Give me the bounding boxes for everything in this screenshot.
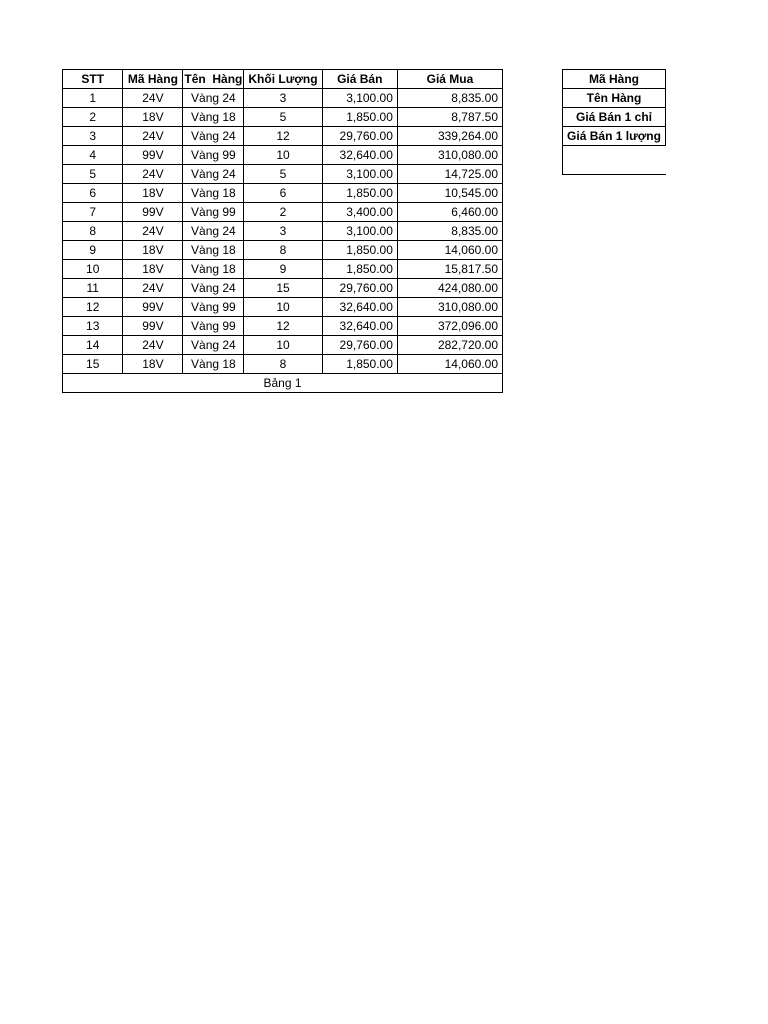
- cell-ma-hang: 18V: [123, 355, 183, 374]
- cell-stt: 1: [63, 89, 123, 108]
- table-row: [63, 146, 503, 165]
- cell-ten-hang: Vàng 24: [183, 89, 244, 108]
- cell-stt: 2: [63, 108, 123, 127]
- lookup-row: [563, 108, 666, 127]
- cell-ma-hang: 24V: [123, 222, 183, 241]
- cell-ma-hang: 18V: [123, 184, 183, 203]
- cell-gia-mua: 372,096.00: [397, 317, 502, 336]
- cell-khoi-luong: 10: [244, 336, 322, 355]
- lookup-empty-cell: [563, 146, 666, 175]
- cell-khoi-luong: 2: [244, 203, 322, 222]
- lookup-label-gia-ban-luong: Giá Bán 1 lượng: [563, 127, 666, 146]
- table-row: [63, 89, 503, 108]
- cell-stt: 8: [63, 222, 123, 241]
- cell-ten-hang: Vàng 24: [183, 279, 244, 298]
- cell-ma-hang: 99V: [123, 298, 183, 317]
- table-caption: Bảng 1: [63, 374, 503, 393]
- cell-gia-mua: 10,545.00: [397, 184, 502, 203]
- table-row: [63, 260, 503, 279]
- cell-gia-ban: 3,100.00: [322, 89, 397, 108]
- cell-gia-mua: 14,060.00: [397, 241, 502, 260]
- cell-ma-hang: 24V: [123, 336, 183, 355]
- col-header-khoi-luong: Khối Lượng: [244, 70, 322, 89]
- cell-khoi-luong: 3: [244, 89, 322, 108]
- cell-stt: 9: [63, 241, 123, 260]
- table-row: [63, 279, 503, 298]
- cell-ma-hang: 18V: [123, 241, 183, 260]
- cell-ma-hang: 24V: [123, 165, 183, 184]
- cell-khoi-luong: 12: [244, 317, 322, 336]
- lookup-label-ma-hang: Mã Hàng: [563, 70, 666, 89]
- cell-gia-mua: 6,460.00: [397, 203, 502, 222]
- table-row: [63, 336, 503, 355]
- cell-ten-hang: Vàng 99: [183, 298, 244, 317]
- cell-gia-mua: 310,080.00: [397, 298, 502, 317]
- table-row: [63, 203, 503, 222]
- cell-khoi-luong: 9: [244, 260, 322, 279]
- cell-gia-ban: 32,640.00: [322, 146, 397, 165]
- cell-gia-ban: 1,850.00: [322, 355, 397, 374]
- cell-ten-hang: Vàng 18: [183, 355, 244, 374]
- cell-gia-ban: 1,850.00: [322, 241, 397, 260]
- cell-ma-hang: 24V: [123, 127, 183, 146]
- cell-gia-mua: 424,080.00: [397, 279, 502, 298]
- cell-gia-mua: 14,060.00: [397, 355, 502, 374]
- lookup-empty-row: [563, 146, 666, 175]
- cell-ma-hang: 18V: [123, 260, 183, 279]
- cell-stt: 13: [63, 317, 123, 336]
- cell-stt: 5: [63, 165, 123, 184]
- lookup-label-gia-ban-chi: Giá Bán 1 chỉ: [563, 108, 666, 127]
- cell-ma-hang: 99V: [123, 317, 183, 336]
- cell-gia-mua: 310,080.00: [397, 146, 502, 165]
- cell-gia-mua: 15,817.50: [397, 260, 502, 279]
- cell-gia-ban: 1,850.00: [322, 108, 397, 127]
- cell-khoi-luong: 10: [244, 298, 322, 317]
- col-header-stt: STT: [63, 70, 123, 89]
- cell-ten-hang: Vàng 24: [183, 127, 244, 146]
- cell-ten-hang: Vàng 18: [183, 241, 244, 260]
- cell-ten-hang: Vàng 24: [183, 336, 244, 355]
- cell-gia-ban: 1,850.00: [322, 260, 397, 279]
- lookup-table: [562, 69, 666, 175]
- col-header-gia-ban: Giá Bán: [322, 70, 397, 89]
- table-row: [63, 222, 503, 241]
- cell-gia-mua: 8,835.00: [397, 222, 502, 241]
- cell-khoi-luong: 8: [244, 355, 322, 374]
- lookup-row: [563, 89, 666, 108]
- cell-ten-hang: Vàng 18: [183, 260, 244, 279]
- col-header-ten-hang: Tên Hàng: [183, 70, 244, 89]
- cell-stt: 15: [63, 355, 123, 374]
- table-row: [63, 127, 503, 146]
- cell-stt: 11: [63, 279, 123, 298]
- cell-gia-ban: 3,400.00: [322, 203, 397, 222]
- cell-khoi-luong: 6: [244, 184, 322, 203]
- cell-khoi-luong: 15: [244, 279, 322, 298]
- cell-ten-hang: Vàng 99: [183, 146, 244, 165]
- cell-gia-mua: 8,787.50: [397, 108, 502, 127]
- table-row: [63, 241, 503, 260]
- cell-stt: 12: [63, 298, 123, 317]
- cell-ten-hang: Vàng 24: [183, 165, 244, 184]
- cell-khoi-luong: 10: [244, 146, 322, 165]
- cell-khoi-luong: 12: [244, 127, 322, 146]
- cell-ten-hang: Vàng 18: [183, 184, 244, 203]
- cell-ten-hang: Vàng 24: [183, 222, 244, 241]
- cell-stt: 6: [63, 184, 123, 203]
- lookup-row: [563, 127, 666, 146]
- table-row: [63, 317, 503, 336]
- cell-khoi-luong: 8: [244, 241, 322, 260]
- table-row: [63, 298, 503, 317]
- cell-gia-ban: 29,760.00: [322, 127, 397, 146]
- cell-gia-mua: 8,835.00: [397, 89, 502, 108]
- cell-gia-mua: 282,720.00: [397, 336, 502, 355]
- cell-gia-mua: 339,264.00: [397, 127, 502, 146]
- cell-stt: 14: [63, 336, 123, 355]
- col-header-ma-hang: Mã Hàng: [123, 70, 183, 89]
- cell-khoi-luong: 5: [244, 165, 322, 184]
- table-row: [63, 165, 503, 184]
- cell-gia-ban: 32,640.00: [322, 317, 397, 336]
- lookup-row: [563, 70, 666, 89]
- lookup-label-ten-hang: Tên Hàng: [563, 89, 666, 108]
- table-row: [63, 184, 503, 203]
- header-row: [63, 70, 503, 89]
- cell-ma-hang: 99V: [123, 146, 183, 165]
- cell-khoi-luong: 3: [244, 222, 322, 241]
- table-row: [63, 355, 503, 374]
- cell-stt: 4: [63, 146, 123, 165]
- main-table: [62, 69, 503, 393]
- cell-gia-ban: 3,100.00: [322, 222, 397, 241]
- cell-ma-hang: 18V: [123, 108, 183, 127]
- cell-gia-ban: 3,100.00: [322, 165, 397, 184]
- caption-row: [63, 374, 503, 393]
- cell-gia-ban: 32,640.00: [322, 298, 397, 317]
- cell-ma-hang: 24V: [123, 279, 183, 298]
- cell-ma-hang: 99V: [123, 203, 183, 222]
- cell-ten-hang: Vàng 99: [183, 203, 244, 222]
- cell-khoi-luong: 5: [244, 108, 322, 127]
- cell-ten-hang: Vàng 99: [183, 317, 244, 336]
- cell-gia-ban: 29,760.00: [322, 336, 397, 355]
- cell-gia-mua: 14,725.00: [397, 165, 502, 184]
- table-row: [63, 108, 503, 127]
- cell-stt: 10: [63, 260, 123, 279]
- cell-ma-hang: 24V: [123, 89, 183, 108]
- cell-stt: 7: [63, 203, 123, 222]
- cell-gia-ban: 1,850.00: [322, 184, 397, 203]
- cell-ten-hang: Vàng 18: [183, 108, 244, 127]
- cell-gia-ban: 29,760.00: [322, 279, 397, 298]
- col-header-gia-mua: Giá Mua: [397, 70, 502, 89]
- cell-stt: 3: [63, 127, 123, 146]
